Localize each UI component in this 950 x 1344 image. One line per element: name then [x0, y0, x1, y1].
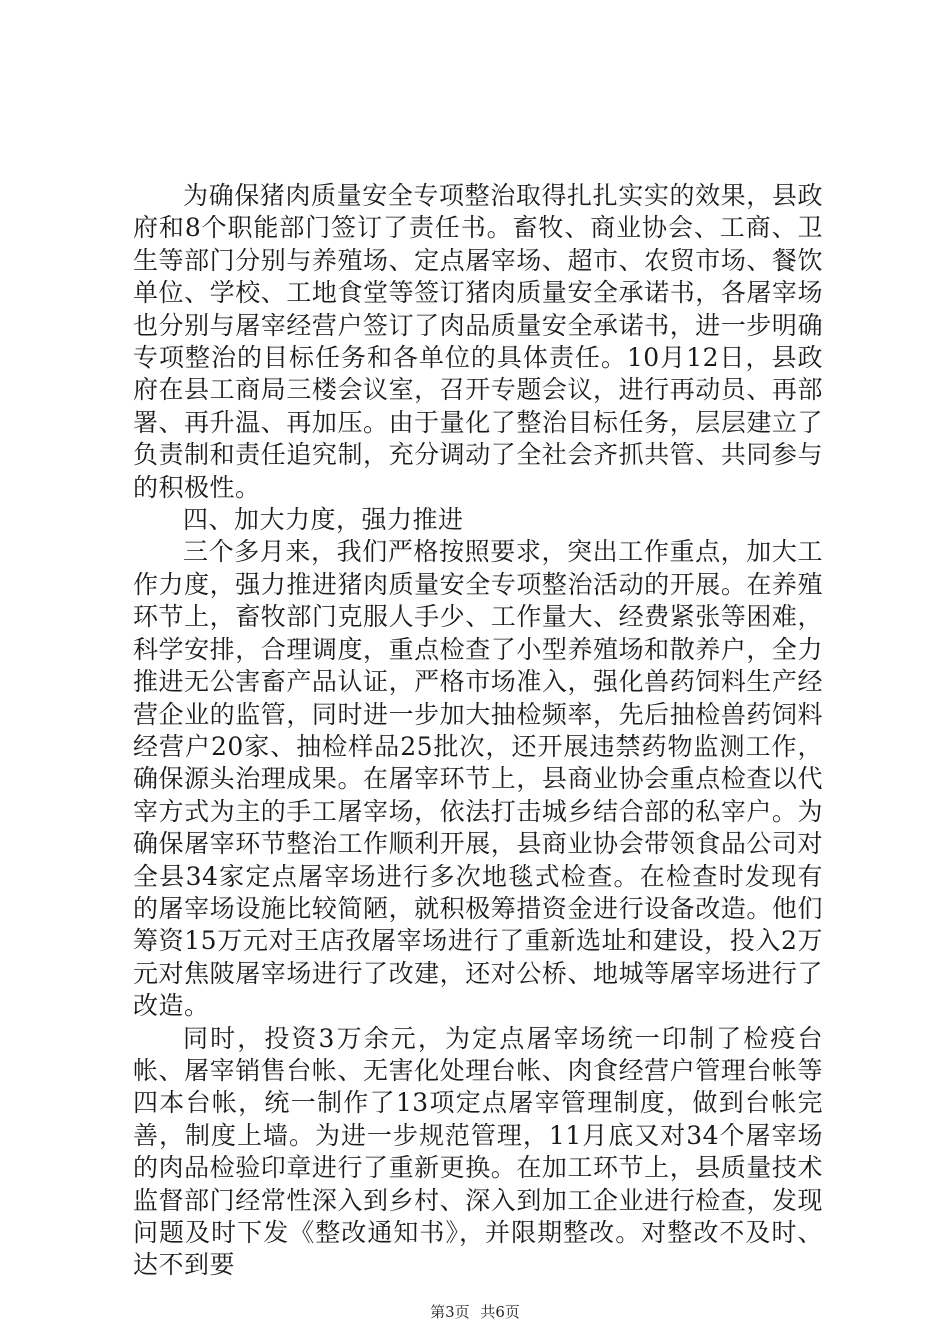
- document-body: [133, 180, 823, 1282]
- paragraph-investment: 同时，投资3万余元，为定点屠宰场统一印制了检疫台帐、屠宰销售台帐、无害化处理台帐、肉食经营户管理台帐等四本台帐，统一制作了13项定点屠宰管理制度，做到台帐完善，制度上墙。为进一步规范管理，11月底又对34个屠宰场的肉品检验印章进行了重新更换。在加工环节上，县质量技术监督部门经常性深入到乡村、深入到加工企业进行检查，发现问题及时下发《整改通知书》，并限期整改。对整改不及时、达不到要: [133, 1023, 823, 1280]
- page-total: 共6页: [480, 1303, 520, 1321]
- section-heading: 四、加大力度，强力推进: [183, 505, 464, 535]
- paragraph-responsibility: 为确保猪肉质量安全专项整治取得扎扎实实的效果，县政府和8个职能部门签订了责任书。畜牧、商业协会、工商、卫生等部门分别与养殖场、定点屠宰场、超市、农贸市场、餐饮单位、学校、工地食堂等签订猪肉质量安全承诺书，各屠宰场也分别与屠宰经营户签订了肉品质量安全承诺书，进一步明确专项整治的目标任务和各单位的具体责任。10月12日，县政府在县工商局三楼会议室，召开专题会议，进行再动员、再部署、再升温、再加压。由于量化了整治目标任务，层层建立了负责制和责任追究制，充分调动了全社会齐抓共管、共同参与的积极性。: [133, 181, 823, 502]
- page-number: 第3页: [430, 1303, 470, 1321]
- page-footer: [0, 1301, 950, 1322]
- paragraph-progress: 三个多月来，我们严格按照要求，突出工作重点，加大工作力度，强力推进猪肉质量安全专项整治活动的开展。在养殖环节上，畜牧部门克服人手少、工作量大、经费紧张等困难，科学安排，合理调度，重点检查了小型养殖场和散养户，全力推进无公害畜产品认证，严格市场准入，强化兽药饲料生产经营企业的监管，同时进一步加大抽检频率，先后抽检兽药饲料经营户20家、抽检样品25批次，还开展违禁药物监测工作，确保源头治理成果。在屠宰环节上，县商业协会重点检查以代宰方式为主的手工屠宰场，依法打击城乡结合部的私宰户。为确保屠宰环节整治工作顺利开展，县商业协会带领食品公司对全县34家定点屠宰场进行多次地毯式检查。在检查时发现有的屠宰场设施比较简陋，就积极筹措资金进行设备改造。他们筹资15万元对王店孜屠宰场进行了重新选址和建设，投入2万元对焦陂屠宰场进行了改建，还对公桥、地城等屠宰场进行了改造。: [133, 537, 823, 1021]
